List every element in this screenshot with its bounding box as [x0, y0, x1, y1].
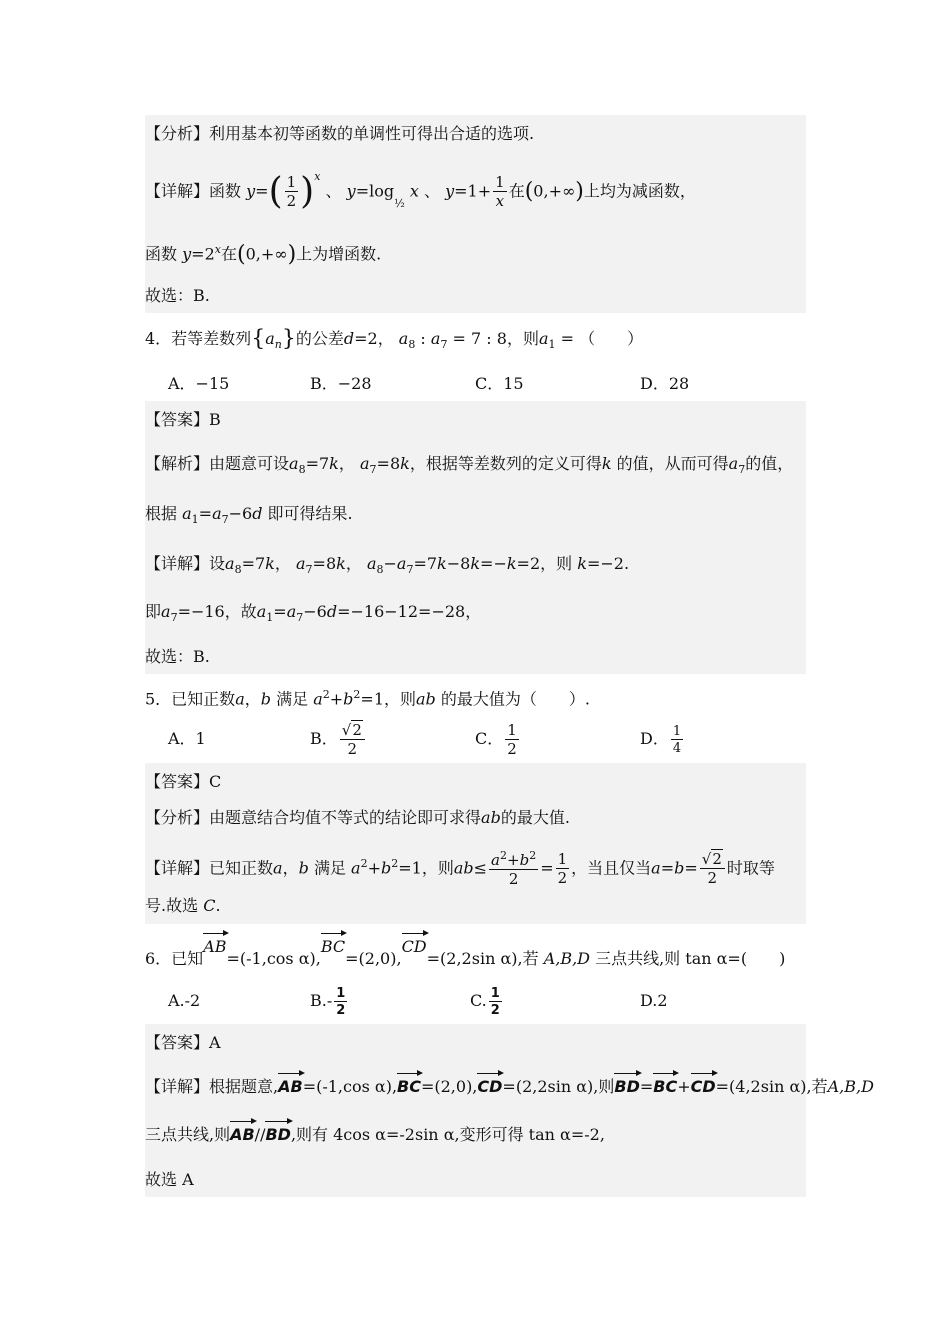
- q5-answer: 【答案】C: [145, 772, 222, 791]
- q6-option-a[interactable]: A.-2: [168, 991, 201, 1010]
- q4-answer: 【答案】B: [145, 410, 221, 429]
- q4-jiexi-line2: 根据 $a_1=a_7-6d$ 即可得结果.: [145, 504, 353, 527]
- q4-detail-line1: 【详解】设$a_8=7k$， $a_7=8k$， $a_8-a_7=7k-8k=-k=2$，则 k=−2.: [145, 554, 630, 577]
- q6-option-c[interactable]: C. $\frac{1}{2}$: [470, 985, 500, 1018]
- q5-option-c[interactable]: C． $\frac{1}{2}$: [475, 720, 517, 758]
- q4-solution-block: [145, 401, 806, 674]
- q5-detail-line2: 号.故选 C.: [145, 896, 221, 915]
- q5-stem: 5．已知正数a，b 满足 $a^2+b^2=1$，则ab 的最大值为（ ）.: [145, 688, 590, 709]
- q4-option-b[interactable]: B．−28: [310, 374, 372, 393]
- q5-analysis: 【分析】由题意结合均值不等式的结论即可求得ab的最大值.: [145, 808, 570, 827]
- q6-stem: 6．已知AB=(-1,cos α),BC=(2,0),CD=(2,2sin α),若 A,B,D 三点共线,则 tan α=( ): [145, 937, 786, 968]
- q5-detail-line1: 【详解】已知正数a，b 满足 $a^2+b^2=1$，则ab≤ $\frac{a^2+b^2}{2}$ = $\frac{1}{2}$ ，当且仅当a=b= $\frac{√2}{2}$ 时取等: [145, 849, 775, 889]
- q3-analysis-line: 【分析】利用基本初等函数的单调性可得出合适的选项.: [145, 124, 535, 143]
- q4-option-d[interactable]: D．28: [640, 374, 690, 393]
- q6-option-d[interactable]: D.2: [640, 991, 668, 1010]
- q4-stem: 4．若等差数列$\{a_n\}$的公差d=2， $a_8$ : $a_7 = 7$ : 8，则$a_1$ = （ ）: [145, 326, 644, 352]
- q4-option-c[interactable]: C．15: [475, 374, 524, 393]
- q4-jiexi-line1: 【解析】由题意可设$a_8=7k$， $a_7=8k$，根据等差数列的定义可得k 的值，从而可得$a_7$的值，: [145, 454, 794, 477]
- q6-option-b[interactable]: B.- $\frac{1}{2}$: [310, 985, 346, 1018]
- q6-conclusion: 故选 A: [145, 1170, 194, 1189]
- q3-solution-block: [145, 115, 806, 313]
- q6-detail-line2: 三点共线,则AB//BD,则有 4cos α=-2sin α,变形可得 tan α=-2,: [145, 1125, 605, 1144]
- q6-detail-line1: 【详解】根据题意,AB=(-1,cos α),BC=(2,0),CD=(2,2sin α),则BD=BC+CD=(4,2sin α),若A,B,D: [145, 1077, 874, 1096]
- q4-option-a[interactable]: A．−15: [168, 374, 230, 393]
- q5-option-b[interactable]: B． $\frac{√2}{2}$: [310, 717, 367, 761]
- q5-option-a[interactable]: A．1: [168, 729, 206, 748]
- q6-solution-block: [145, 1024, 874, 1197]
- q5-solution-block: [145, 763, 806, 924]
- q4-detail-line2: 即$a_7=-16$，故$a_1=a_7-6d=-16-12=-28$，: [145, 602, 482, 625]
- q6-answer: 【答案】A: [145, 1033, 221, 1052]
- q4-conclusion: 故选：B.: [145, 647, 210, 666]
- q5-option-d[interactable]: D． $\frac{1}{4}$: [640, 723, 682, 756]
- q3-detail-line1: 【详解】函数 y=( $\frac{1}{2}$ )$^x$ 、 $y=\log_{\frac{1}{2}}$ x 、 y=1+ $\frac{1}{x}$ 在(0,+∞)上均为减函数，: [145, 170, 696, 212]
- q3-conclusion: 故选：B.: [145, 286, 210, 305]
- q3-detail-line2: 函数 $y=2^x$在(0,+∞)上为增函数.: [145, 241, 382, 267]
